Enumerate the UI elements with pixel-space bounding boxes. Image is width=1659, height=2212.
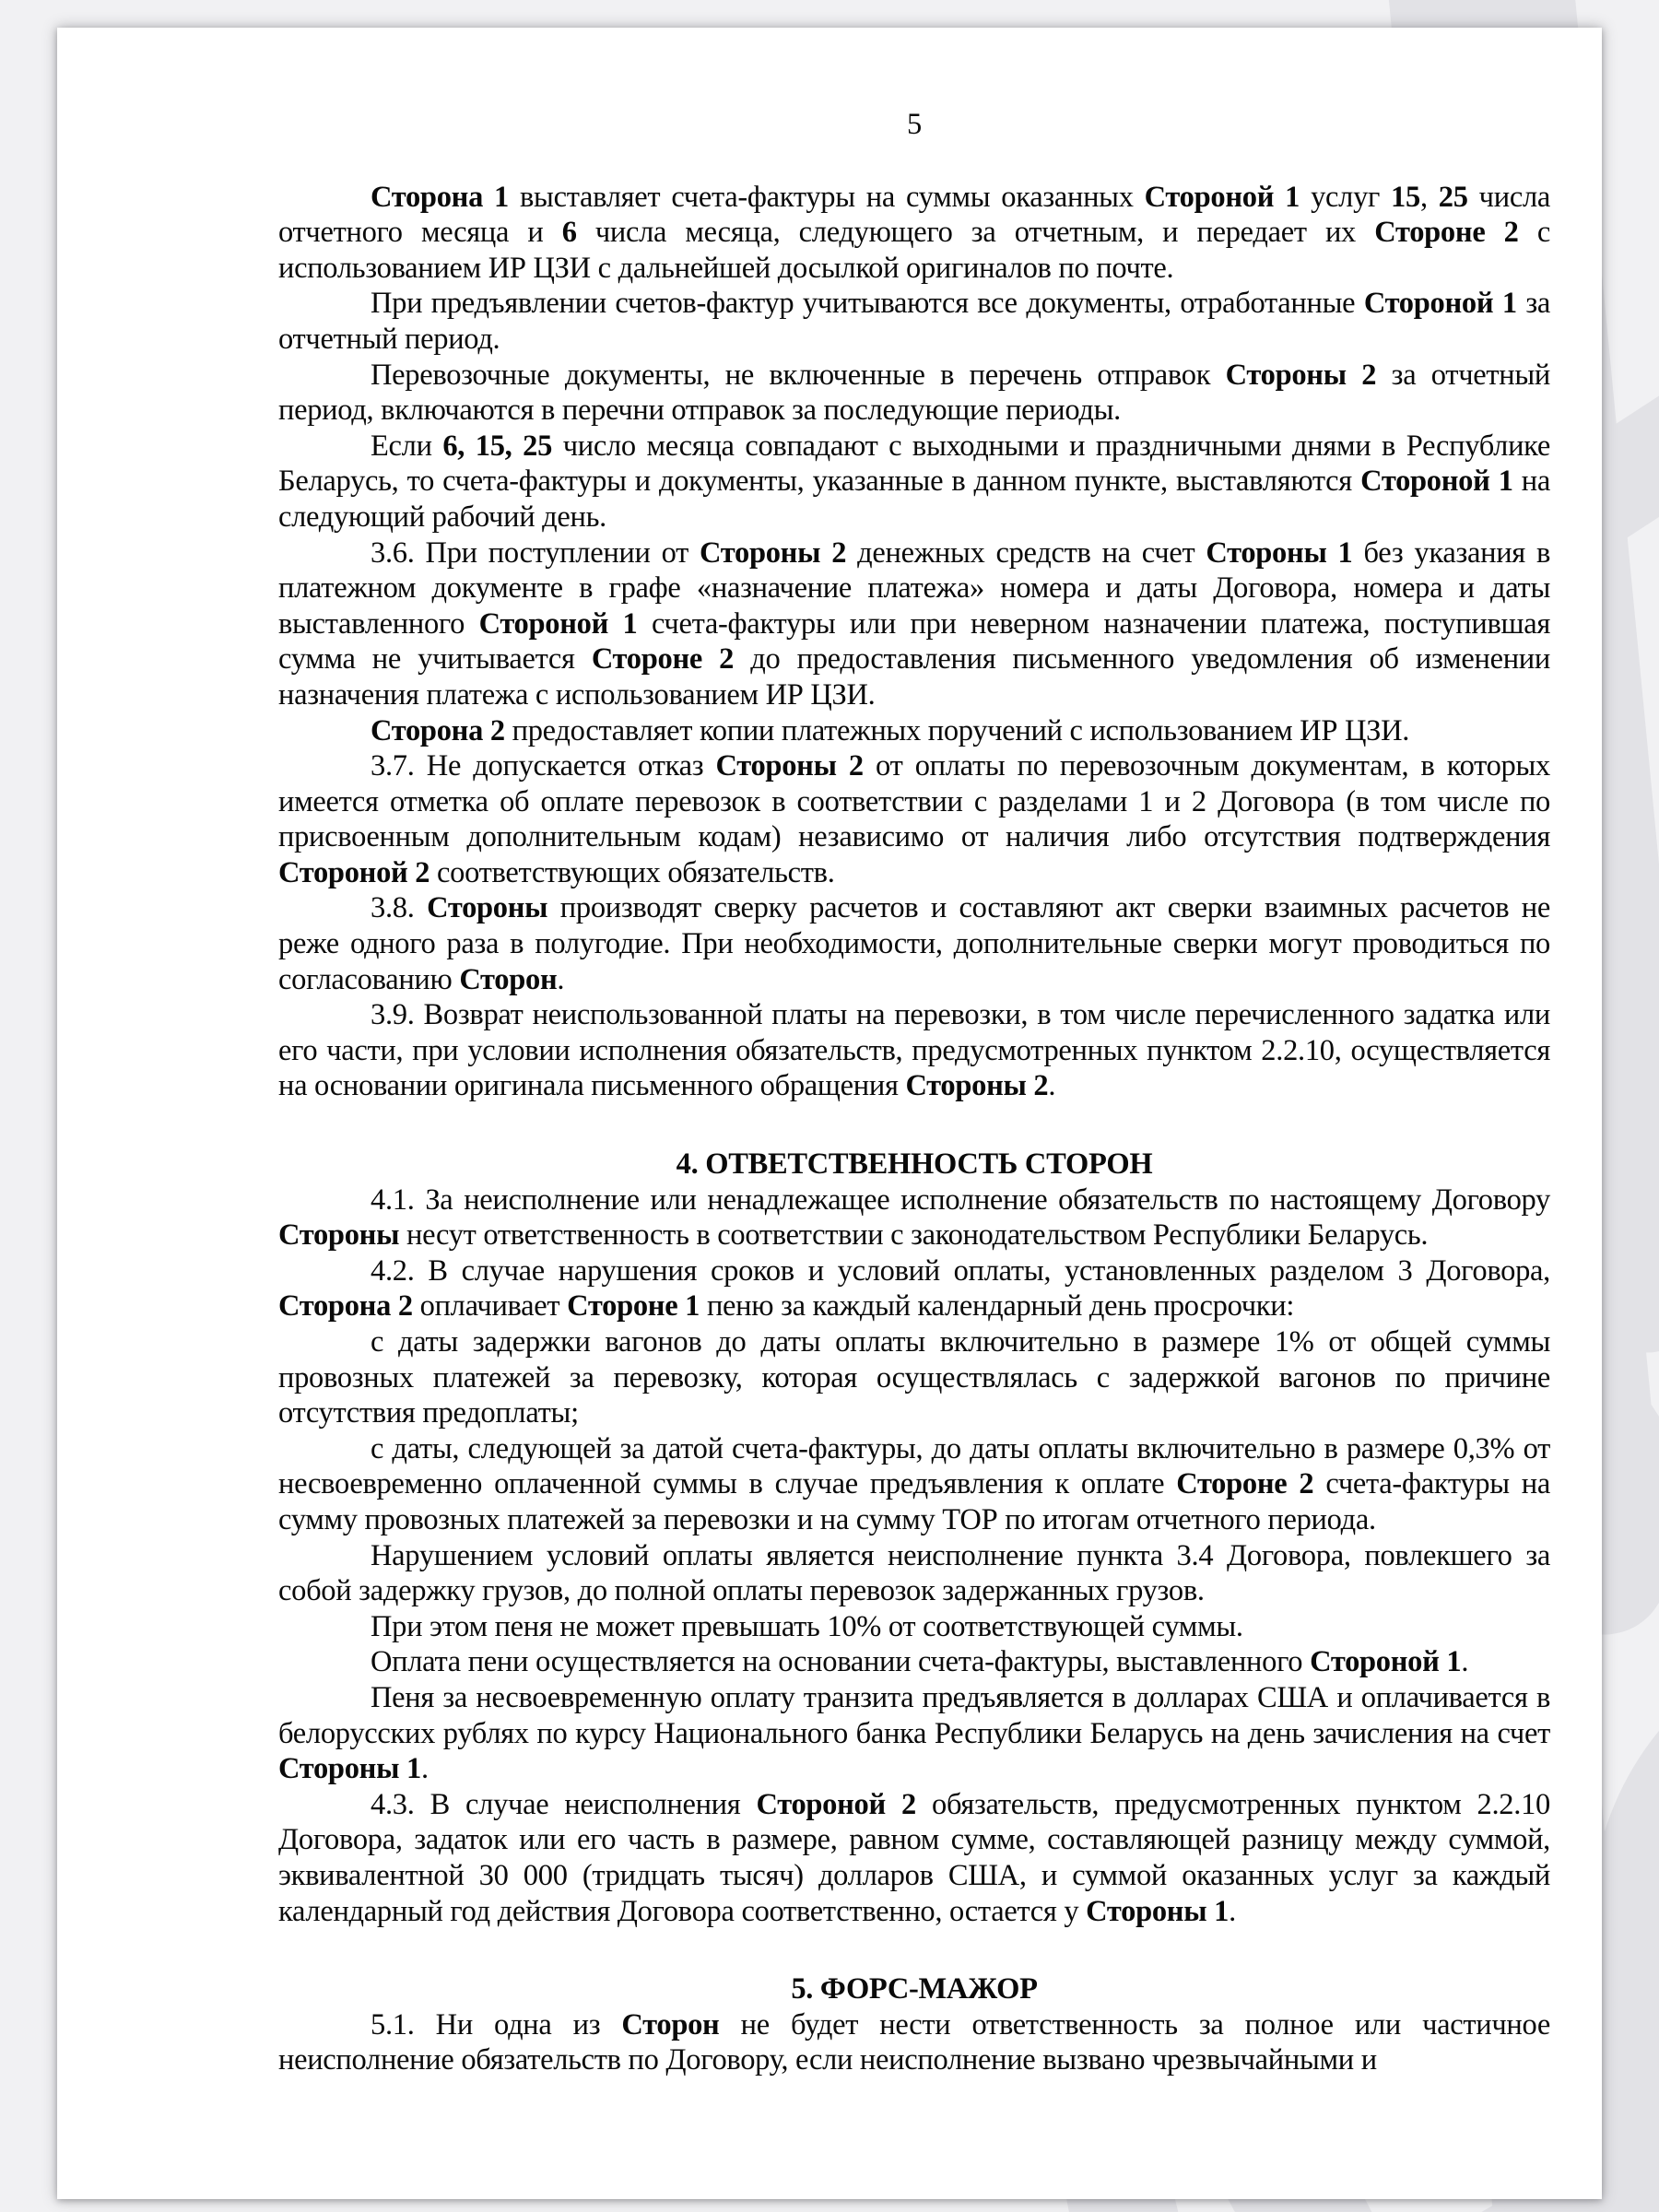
paragraph: 5.1. Ни одна из Сторон не будет нести ответственность за полное или частичное неисполнение обязательств по Договору, если неисполнение вызвано чрезвычайными и [278,2007,1550,2077]
paragraph: с даты, следующей за датой счета-фактуры, до даты оплаты включительно в размере 0,3% от несвоевременно оплаченной суммы в случае предъявления к оплате Стороне 2 счета-фактуры на сумму провозных платежей за перевозки и на сумму ТОР по итогам отчетного периода. [278,1431,1551,1536]
paragraph: 4.3. В случае неисполнения Стороной 2 обязательств, предусмотренных пунктом 2.2.10 Договора, задаток или его часть в размере, равном сумме, составляющей разницу между суммой, эквивалентной 30 000 (тридцать тысяч) долларов США, и суммой оказанных услуг за каждый календарный год действия Договора соответственно, остается у Стороны 1. [278,1787,1550,1928]
paragraph: При предъявлении счетов-фактур учитываются все документы, отработанные Стороной 1 за отчетный период. [278,287,1550,356]
paragraph: Оплата пени осуществляется на основании счета-фактуры, выставленного Стороной 1. [371,1645,1469,1679]
paragraph: 3.6. При поступлении от Стороны 2 денежных средств на счет Стороны 1 без указания в платежном документе в графе «назначение платежа» номера и даты Договора, номера и даты выставленного Стороной 1 счета-фактуры или при неверном назначении платежа, поступившая сумма не учитывается Стороне 2 до предоставления письменного уведомления об изменении назначения платежа с использованием ИР ЦЗИ. [278,535,1550,712]
paragraph: При этом пеня не может превышать 10% от соответствующей суммы. [371,1609,1243,1643]
paragraph: Если 6, 15, 25 число месяца совпадают с выходными и праздничными днями в Республике Беларусь, то счета-фактуры и документы, указанные в данном пункте, выставляются Стороной 1 на следующий рабочий день. [278,429,1550,534]
paragraph: Нарушением условий оплаты является неисполнение пункта 3.4 Договора, повлекшего за собой задержку грузов, до полной оплаты перевозок задержанных грузов. [278,1538,1550,1608]
paragraph: 4.2. В случае нарушения сроков и условий оплаты, установленных разделом 3 Договора, Сторона 2 оплачивает Стороне 1 пеню за каждый календарный день просрочки: [278,1253,1550,1324]
page-number: 5 [907,108,922,141]
paragraph: 3.7. Не допускается отказ Стороны 2 от оплаты по перевозочным документам, в которых имеется отметка об оплате перевозок в соответствии с разделами 1 и 2 Договора (в том числе по присвоенным дополнительным кодам) независимо от наличия либо отсутствия подтверждения Стороной 2 соответствующих обязательств. [278,749,1550,889]
paragraph: с даты задержки вагонов до даты оплаты включительно в размере 1% от общей суммы провозных платежей за перевозку, которая осуществлялась с задержкой вагонов по причине отсутствия предоплаты; [278,1325,1550,1430]
section-heading: 4. ОТВЕТСТВЕННОСТЬ СТОРОН [676,1147,1153,1182]
paragraph: 3.9. Возврат неиспользованной платы на перевозки, в том числе перечисленного задатка или его части, при условии исполнения обязательств, предусмотренных пунктом 2.2.10, осуществляется на основании оригинала письменного обращения Стороны 2. [278,998,1550,1103]
contract-text-body [278,180,1550,2078]
page-content [57,28,1602,2199]
paragraph: Сторона 2 предоставляет копии платежных поручений с использованием ИР ЦЗИ. [371,713,1410,747]
section-heading: 5. ФОРС-МАЖОР [791,1972,1038,2006]
document-page [57,28,1602,2199]
paragraph: 4.1. За неисполнение или ненадлежащее исполнение обязательств по настоящему Договору Стороны несут ответственность в соответствии с законодательством Республики Беларусь. [278,1182,1550,1253]
paragraph: Сторона 1 выставляет счета-фактуры на суммы оказанных Стороной 1 услуг 15, 25 числа отчетного месяца и 6 числа месяца, следующего за отчетным, и передает их Стороне 2 с использованием ИР ЦЗИ с дальнейшей досылкой оригиналов по почте. [278,180,1550,285]
paragraph: Перевозочные документы, не включенные в перечень отправок Стороны 2 за отчетный период, включаются в перечни отправок за последующие периоды. [278,358,1550,428]
paragraph: Пеня за несвоевременную оплату транзита предъявляется в долларах США и оплачивается в белорусских рублях по курсу Национального банка Республики Беларусь на день зачисления на счет Стороны 1. [278,1680,1550,1786]
paragraph: 3.8. Стороны производят сверку расчетов и составляют акт сверки взаимных расчетов не реже одного раза в полугодие. При необходимости, дополнительные сверки могут проводиться по согласованию Сторон. [278,891,1550,996]
